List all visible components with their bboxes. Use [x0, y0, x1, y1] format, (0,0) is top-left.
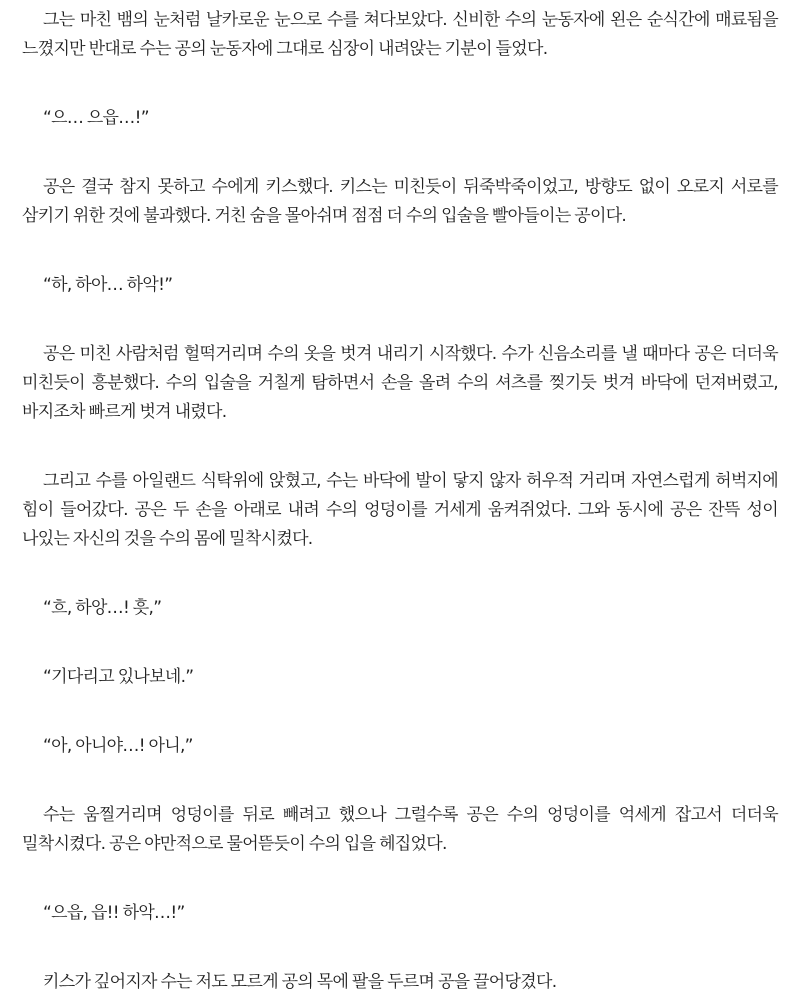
paragraph-narration: 수는 움찔거리며 엉덩이를 뒤로 빼려고 했으나 그럴수록 공은 수의 엉덩이를 억세게 잡고서 더더욱 밀착시켰다. 공은 야만적으로 물어뜯듯이 수의 입을 헤집었다.: [22, 805, 778, 854]
paragraph-dialogue: “흐, 하앙…! 흣,”: [43, 598, 162, 618]
paragraph-narration: 키스가 깊어지자 수는 저도 모르게 공의 목에 팔을 두르며 공을 끌어당겼다.: [43, 972, 557, 992]
paragraph-narration: 공은 미친 사람처럼 헐떡거리며 수의 옷을 벗겨 내리기 시작했다. 수가 신음소리를 낼 때마다 공은 더더욱 미친듯이 흥분했다. 수의 입술을 거칠게 탐하면서 손을 올려 수의 셔츠를 찢기듯 벗겨 바닥에 던져버렸고, 바지조차 빠르게 벗겨 내렸다.: [22, 344, 778, 422]
paragraph-dialogue: “아, 아니야…! 아니,”: [43, 736, 193, 756]
paragraph-dialogue: “기다리고 있나보네.”: [43, 667, 194, 687]
paragraph-dialogue: “으… 으읍…!”: [43, 108, 149, 128]
paragraph-narration: 그는 마친 뱀의 눈처럼 날카로운 눈으로 수를 쳐다보았다. 신비한 수의 눈동자에 왼은 순식간에 매료됨을 느꼈지만 반대로 수는 공의 눈동자에 그대로 심장이 내려앉는 기분이 들었다.: [22, 10, 778, 59]
paragraph-narration: 공은 결국 참지 못하고 수에게 키스했다. 키스는 미친듯이 뒤죽박죽이었고, 방향도 없이 오로지 서로를 삼키기 위한 것에 불과했다. 거친 숨을 몰아쉬며 점점 더 수의 입술을 빨아들이는 공이다.: [22, 177, 778, 226]
paragraph-dialogue: “하, 하아… 하악!”: [43, 275, 173, 295]
paragraph-dialogue: “으읍, 읍!! 하악…!”: [43, 903, 185, 923]
paragraph-narration: 그리고 수를 아일랜드 식탁위에 앉혔고, 수는 바닥에 발이 닿지 않자 허우적 거리며 자연스럽게 허벅지에 힘이 들어갔다. 공은 두 손을 아래로 내려 수의 엉덩이를 거세게 움켜쥐었다. 그와 동시에 공은 잔뜩 성이 나있는 자신의 것을 수의 몸에 밀착시켰다.: [22, 471, 778, 549]
